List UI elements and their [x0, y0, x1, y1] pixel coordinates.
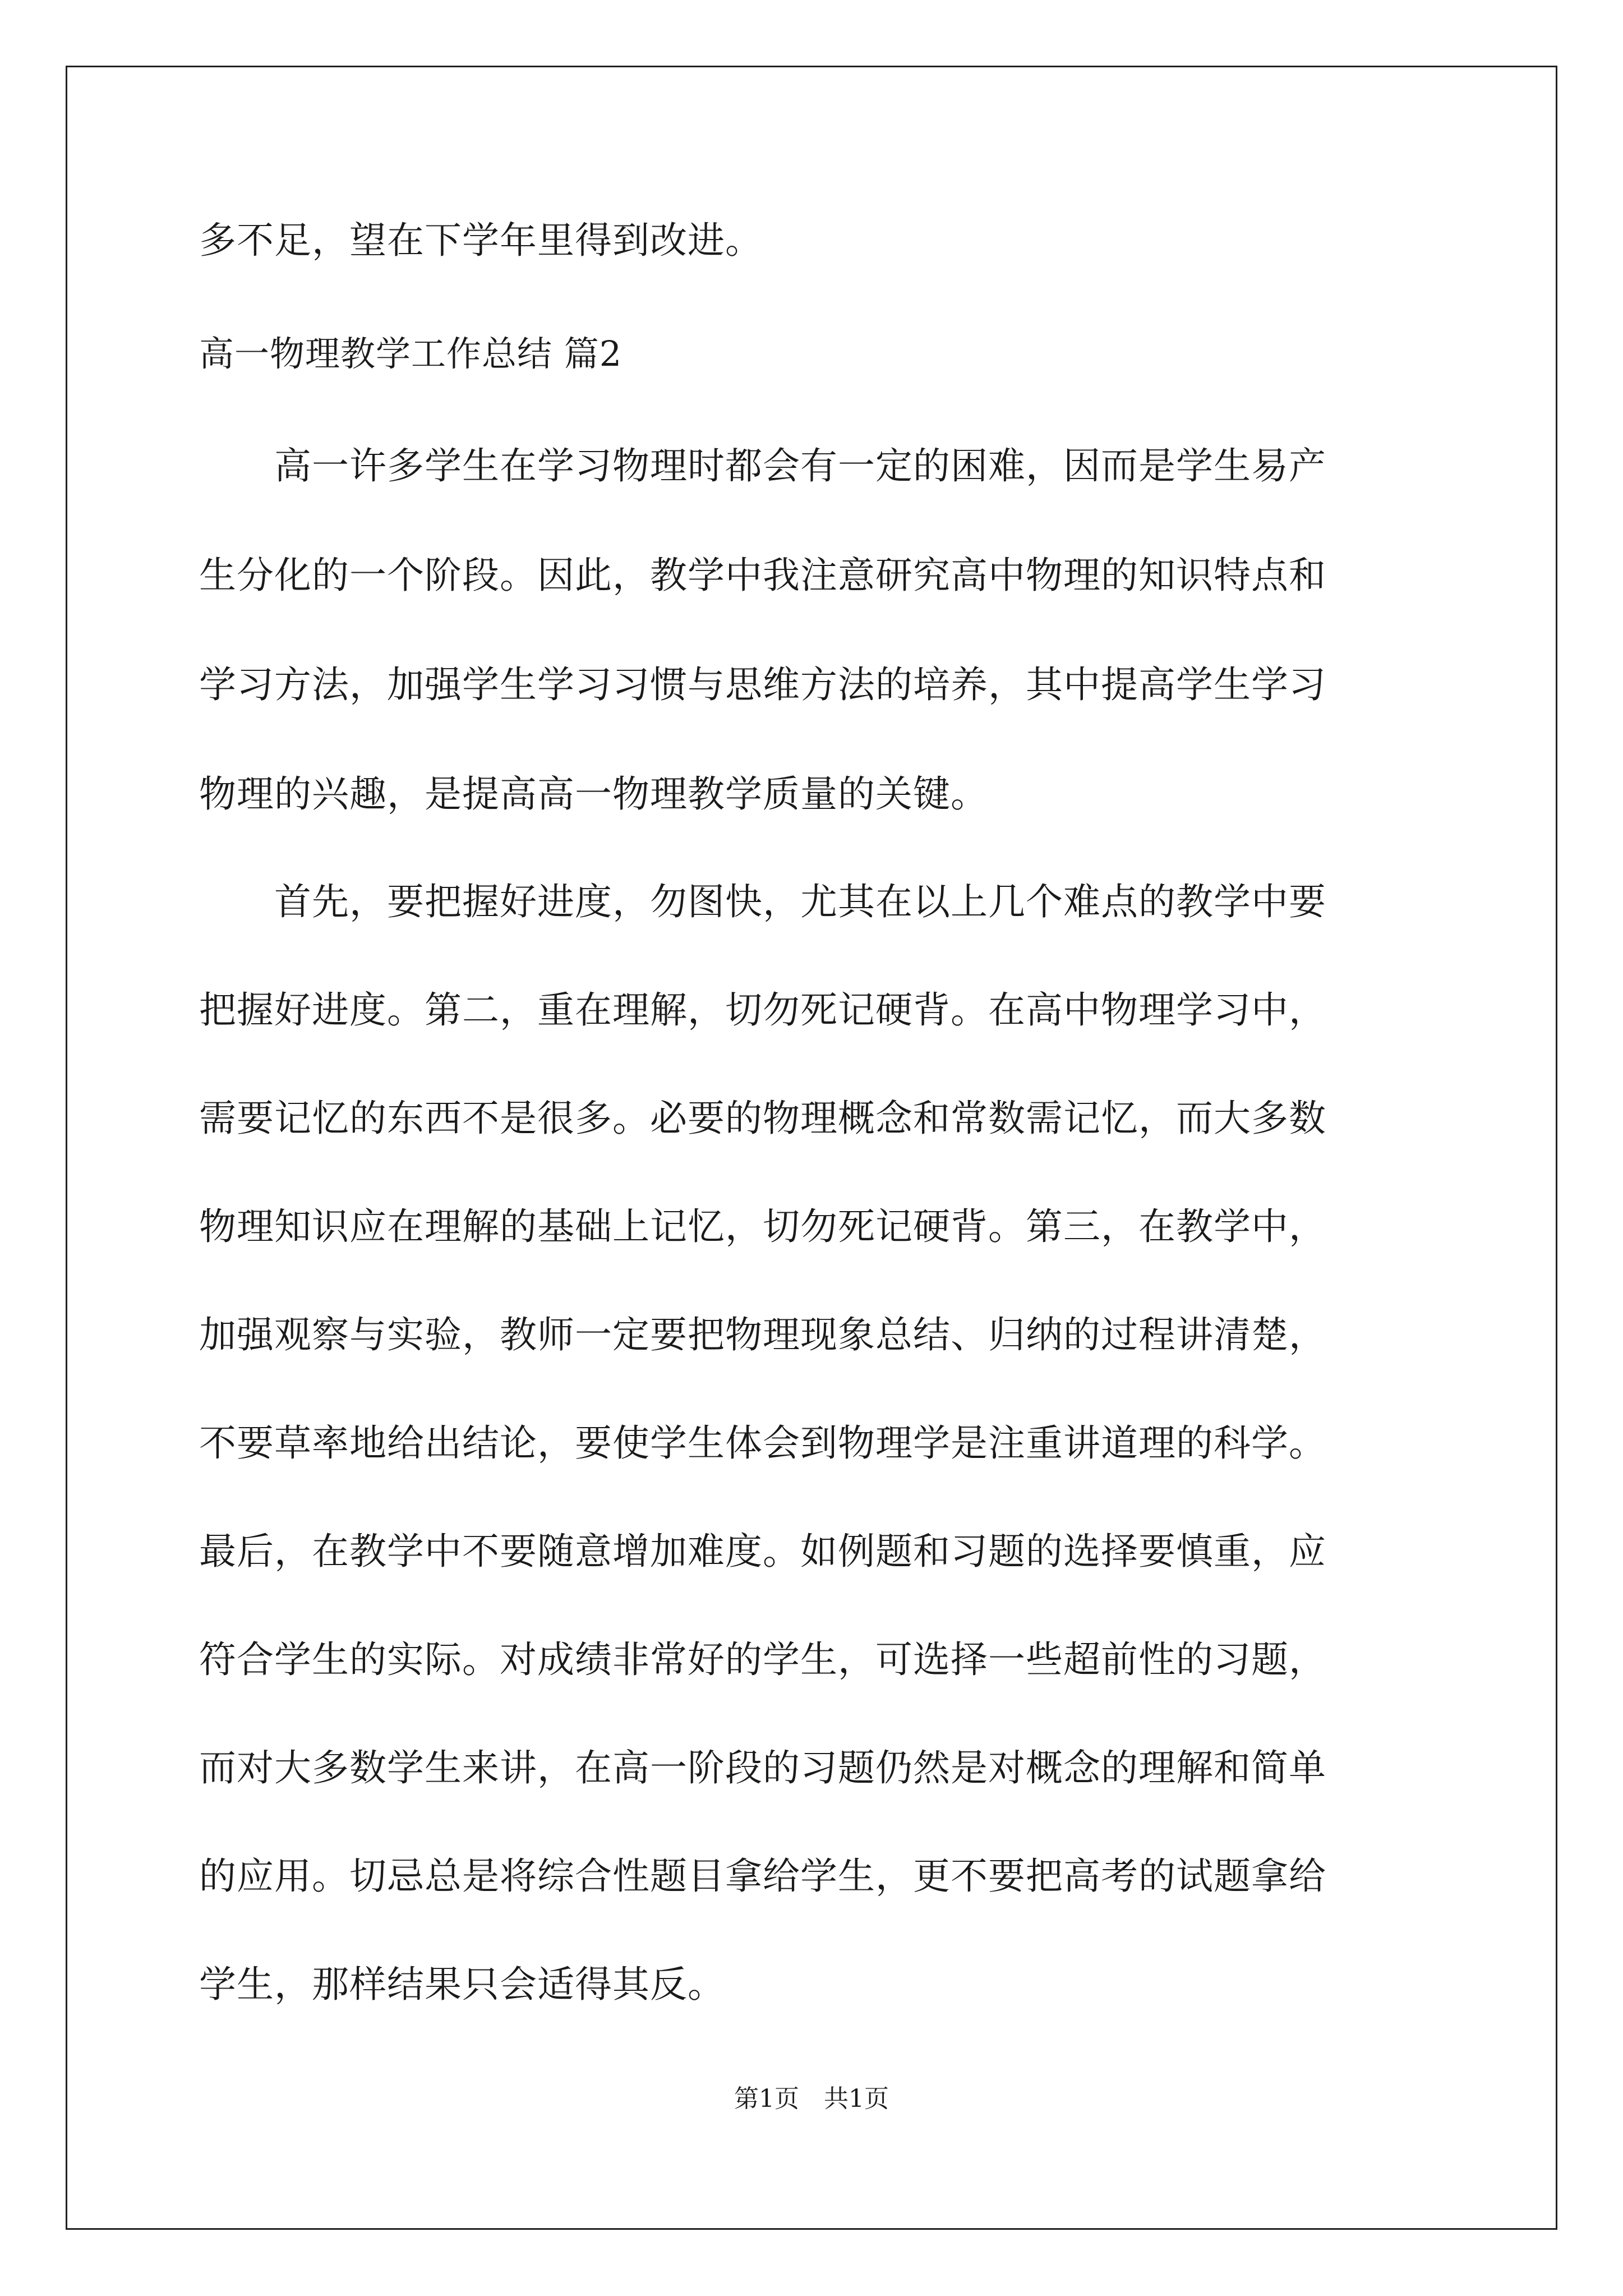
paragraph-line: 首先，要把握好进度，勿图快，尤其在以上几个难点的教学中要	[199, 880, 1326, 923]
paragraph-line: 不要草率地给出结论，要使学生体会到物理学是注重讲道理的科学。	[199, 1421, 1326, 1465]
paragraph-line: 最后，在教学中不要随意增加难度。如例题和习题的选择要慎重，应	[199, 1530, 1326, 1573]
paragraph-line: 需要记忆的东西不是很多。必要的物理概念和常数需记忆，而大多数	[199, 1097, 1326, 1140]
paragraph-line: 符合学生的实际。对成绩非常好的学生，可选择一些超前性的习题，	[199, 1638, 1326, 1681]
paragraph-line: 加强观察与实验，教师一定要把物理现象总结、归纳的过程讲清楚，	[199, 1313, 1326, 1356]
paragraph-line: 物理知识应在理解的基础上记忆，切勿死记硬背。第三，在教学中，	[199, 1205, 1326, 1248]
carry-over-line: 多不足，望在下学年里得到改进。	[199, 219, 763, 262]
page-number-footer: 第1页 共1页	[734, 2085, 889, 2113]
paragraph-line: 物理的兴趣，是提高高一物理教学质量的关键。	[199, 772, 988, 816]
page-border	[66, 66, 1557, 2230]
paragraph-line: 学生，那样结果只会适得其反。	[199, 1963, 725, 2006]
paragraph-line: 学习方法，加强学生学习习惯与思维方法的培养，其中提高学生学习	[199, 663, 1326, 706]
paragraph-line: 高一许多学生在学习物理时都会有一定的困难，因而是学生易产	[199, 444, 1326, 487]
paragraph-line: 而对大多数学生来讲，在高一阶段的习题仍然是对概念的理解和简单	[199, 1746, 1326, 1789]
paragraph-line: 把握好进度。第二，重在理解，切勿死记硬背。在高中物理学习中，	[199, 988, 1326, 1032]
section-heading: 高一物理教学工作总结 篇2	[199, 333, 623, 374]
paragraph-line: 的应用。切忌总是将综合性题目拿给学生，更不要把高考的试题拿给	[199, 1855, 1326, 1898]
paragraph-line: 生分化的一个阶段。因此，教学中我注意研究高中物理的知识特点和	[199, 554, 1326, 597]
